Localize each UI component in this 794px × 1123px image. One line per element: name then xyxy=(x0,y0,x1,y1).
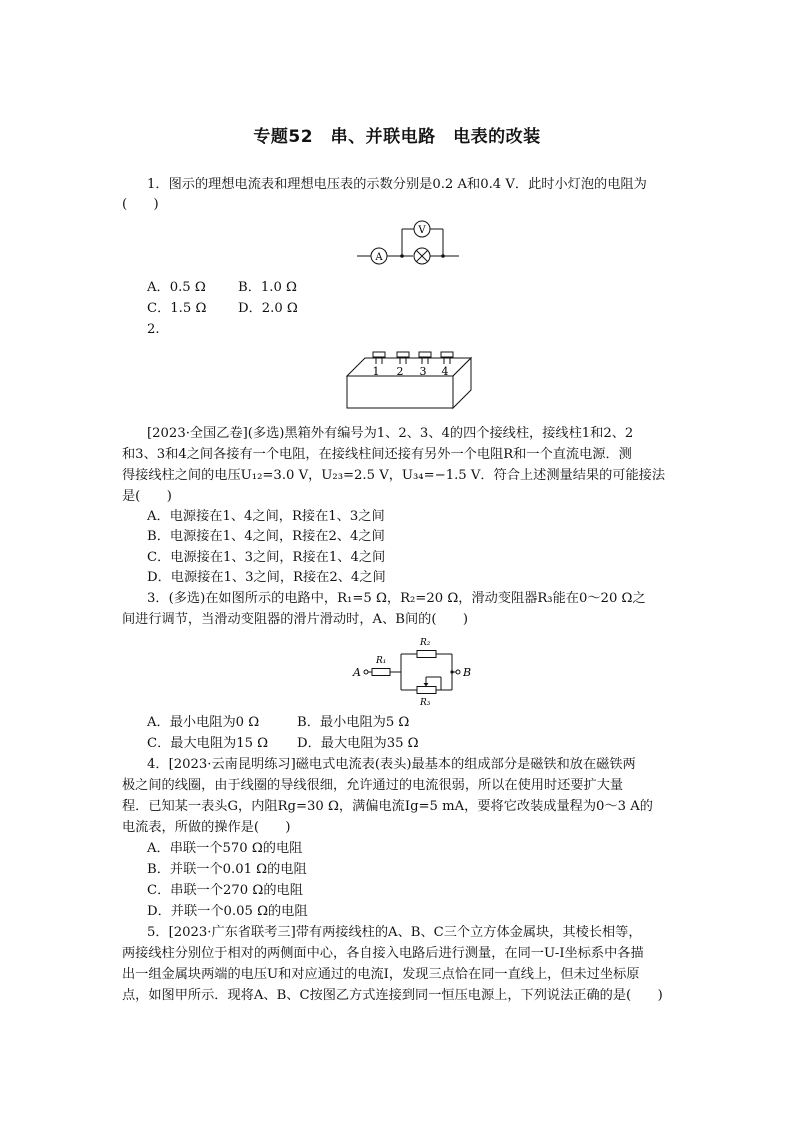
resistor-r2-icon xyxy=(417,651,436,658)
q4-stem-line-4: 电流表，所做的操作是( ) xyxy=(122,820,291,835)
q5-stem-line-2: 两接线柱分别位于相对的两侧面中心，各自接入电路后进行测量，在同一U-I坐标系中各描 xyxy=(122,946,644,961)
q4-stem-line-2: 极之间的线圈，由于线圈的导线很细，允许通过的电流很弱，所以在使用时还要扩大量 xyxy=(122,778,624,793)
terminal-label-1: 1 xyxy=(372,365,380,378)
q4-stem-line-3: 程．已知某一表头G，内阻Rg=30 Ω，满偏电流Ig=5 mA，要将它改装成量程为0～3 A的 xyxy=(122,799,653,814)
terminal-a-label: A xyxy=(353,666,361,679)
q4-stem-line-1: 4．[2023·云南昆明练习]磁电式电流表(表头)最基本的组成部分是磁铁和放在磁铁两 xyxy=(147,757,636,772)
q2-black-box-diagram xyxy=(345,348,475,410)
page-title: 专题52 串、并联电路 电表的改装 xyxy=(253,127,541,147)
q2-stem-line-2: 和3、3和4之间各接有一个电阻，在接线柱间还接有另外一个电阻R和一个直流电源．测 xyxy=(122,447,632,462)
q3-option-b: B．最小电阻为5 Ω xyxy=(297,715,410,730)
q1-option-a: A．0.5 Ω xyxy=(147,280,206,295)
r1-label: R₁ xyxy=(376,656,387,666)
q5-stem-line-3: 出一组金属块两端的电压U和对应通过的电流I，发现三点恰在同一直线上，但未过坐标原 xyxy=(122,967,640,982)
terminal-b-label: B xyxy=(463,666,472,679)
r2-label: R₂ xyxy=(420,638,431,648)
q2-stem-line-1: [2023·全国乙卷](多选)黑箱外有编号为1、2、3、4的四个接线柱，接线柱1和2、2 xyxy=(147,426,634,441)
q3-stem-line-2: 间进行调节，当滑动变阻器的滑片滑动时，A、B间的( ) xyxy=(122,612,469,627)
q4-option-b: B．并联一个0.01 Ω的电阻 xyxy=(147,862,307,877)
q1-stem-line-1: 1．图示的理想电流表和理想电压表的示数分别是0.2 A和0.4 V．此时小灯泡的电阻为 xyxy=(147,177,647,192)
q3-option-d: D．最大电阻为35 Ω xyxy=(297,736,419,751)
terminal-label-3: 3 xyxy=(419,365,427,378)
q3-circuit-diagram xyxy=(350,633,475,708)
voltmeter-label: V xyxy=(418,225,426,236)
q3-option-a: A．最小电阻为0 Ω xyxy=(147,715,260,730)
terminal-a-icon xyxy=(364,670,368,674)
q2-option-a: A．电源接在1、4之间，R接在1、3之间 xyxy=(147,509,385,524)
q1-option-b: B．1.0 Ω xyxy=(238,280,297,295)
q3-stem-line-1: 3．(多选)在如图所示的电路中，R₁=5 Ω，R₂=20 Ω，滑动变阻器R₃能在0～20 Ω之 xyxy=(147,591,646,606)
ammeter-label: A xyxy=(375,252,383,263)
rheostat-r3-icon xyxy=(417,687,436,694)
q2-number: 2. xyxy=(147,322,160,337)
q2-stem-line-3: 得接线柱之间的电压U₁₂=3.0 V，U₂₃=2.5 V，U₃₄=−1.5 V．符合上述测量结果的可能接法 xyxy=(122,468,666,483)
terminal-label-4: 4 xyxy=(441,365,449,378)
q4-option-d: D．并联一个0.05 Ω的电阻 xyxy=(147,904,308,919)
q4-option-c: C．串联一个270 Ω的电阻 xyxy=(147,883,303,898)
q2-stem-line-4: 是( ) xyxy=(122,489,172,504)
terminal-b-icon xyxy=(456,670,460,674)
q4-option-a: A．串联一个570 Ω的电阻 xyxy=(147,841,303,856)
q2-option-d: D．电源接在1、3之间，R接在2、4之间 xyxy=(147,570,386,585)
q1-stem-line-2: ( ) xyxy=(122,197,159,212)
q1-circuit-diagram xyxy=(355,216,465,268)
resistor-r1-icon xyxy=(372,669,390,676)
q1-option-d: D．2.0 Ω xyxy=(238,301,298,316)
q3-option-c: C．最大电阻为15 Ω xyxy=(147,736,269,751)
q5-stem-line-1: 5．[2023·广东省联考三]带有两接线柱的A、B、C三个立方体金属块，其棱长相等， xyxy=(147,925,642,940)
r3-label: R₃ xyxy=(420,698,431,708)
q2-option-b: B．电源接在1、4之间，R接在2、4之间 xyxy=(147,529,385,544)
q1-option-c: C．1.5 Ω xyxy=(147,301,207,316)
q2-option-c: C．电源接在1、3之间，R接在1、4之间 xyxy=(147,550,386,565)
terminal-label-2: 2 xyxy=(396,365,404,378)
q5-stem-line-4: 点，如图甲所示．现将A、B、C按图乙方式连接到同一恒压电源上，下列说法正确的是( ) xyxy=(122,988,663,1003)
